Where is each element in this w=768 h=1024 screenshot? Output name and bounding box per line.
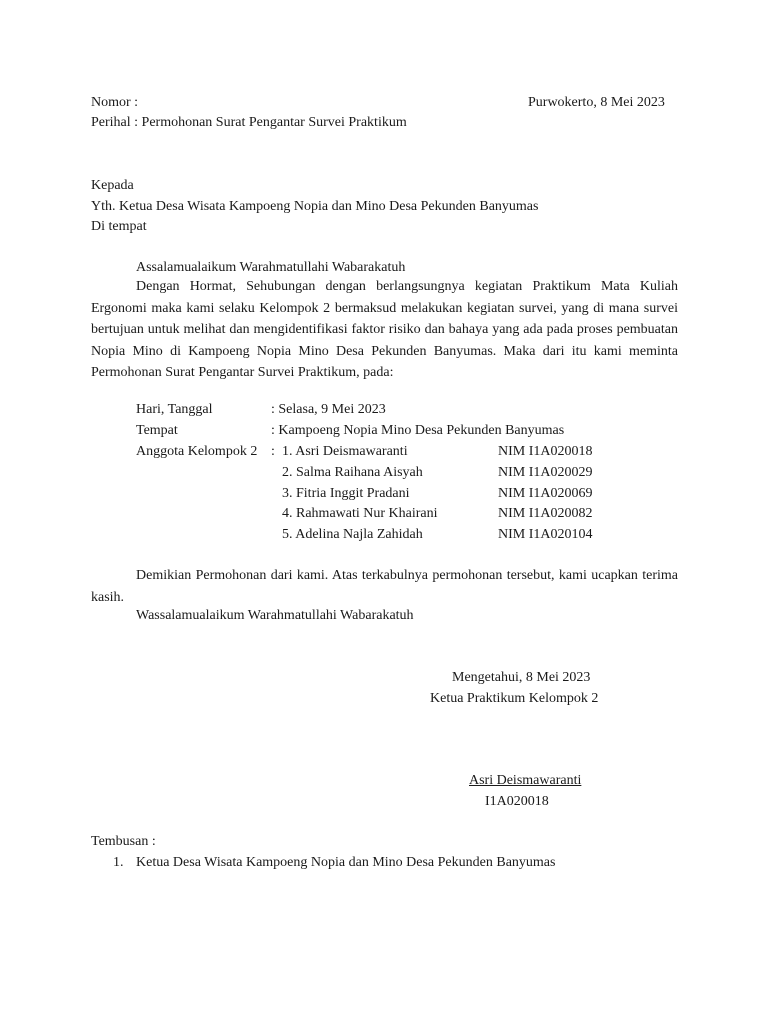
place-date: Purwokerto, 8 Mei 2023 <box>528 95 665 110</box>
member-nim: NIM I1A020069 <box>498 486 593 501</box>
perihal-line: Perihal : Permohonan Surat Pengantar Survei Praktikum <box>91 115 407 130</box>
signature-role: Ketua Praktikum Kelompok 2 <box>430 691 599 706</box>
nomor-line: Nomor : <box>91 95 139 110</box>
signature-name: Asri Deismawaranti <box>469 773 582 788</box>
hari-value: : Selasa, 9 Mei 2023 <box>271 402 386 417</box>
di-tempat-line: Di tempat <box>91 219 147 234</box>
signature-nim: I1A020018 <box>485 794 549 809</box>
yth-line: Yth. Ketua Desa Wisata Kampoeng Nopia dan Mino Desa Pekunden Banyumas <box>91 199 539 214</box>
tembusan-label: Tembusan : <box>91 834 156 849</box>
closing-paragraph: Demikian Permohonan dari kami. Atas terkabulnya permohonan tersebut, kami ucapkan terima kasih. <box>91 568 678 605</box>
mengetahui-line: Mengetahui, 8 Mei 2023 <box>452 670 591 685</box>
member-nim: NIM I1A020018 <box>498 444 593 459</box>
member-name: 1. Asri Deismawaranti <box>282 444 408 459</box>
anggota-colon: : <box>271 444 275 459</box>
member-nim: NIM I1A020104 <box>498 527 593 542</box>
body-paragraph: Dengan Hormat, Sehubungan dengan berlangsungnya kegiatan Praktikum Mata Kuliah Ergonomi maka kami selaku Kelompok 2 bermaksud melakukan kegiatan survei, yang di mana survei bertujuan untuk melihat dan mengidentifikasi faktor risiko dan bahaya yang ada pada proses pembuatan Nopia Mino di Kampoeng Nopia Mino Desa Pekunden Banyumas. Maka dari itu kami meminta Permohonan Surat Pengantar Survei Praktikum, pada: <box>91 279 678 380</box>
anggota-label: Anggota Kelompok 2 <box>136 444 258 459</box>
tembusan-item: Ketua Desa Wisata Kampoeng Nopia dan Mino Desa Pekunden Banyumas <box>136 855 556 870</box>
member-nim: NIM I1A020029 <box>498 465 593 480</box>
kepada-line: Kepada <box>91 178 134 193</box>
member-name: 4. Rahmawati Nur Khairani <box>282 506 438 521</box>
tempat-label: Tempat <box>136 423 178 438</box>
greeting: Assalamualaikum Warahmatullahi Wabarakatuh <box>136 260 406 275</box>
member-name: 2. Salma Raihana Aisyah <box>282 465 423 480</box>
closing-salam: Wassalamualaikum Warahmatullahi Wabarakatuh <box>136 608 414 623</box>
hari-label: Hari, Tanggal <box>136 402 213 417</box>
member-name: 3. Fitria Inggit Pradani <box>282 486 410 501</box>
member-nim: NIM I1A020082 <box>498 506 593 521</box>
tembusan-item-number: 1. <box>113 855 124 870</box>
member-name: 5. Adelina Najla Zahidah <box>282 527 423 542</box>
tempat-value: : Kampoeng Nopia Mino Desa Pekunden Banyumas <box>271 423 565 438</box>
